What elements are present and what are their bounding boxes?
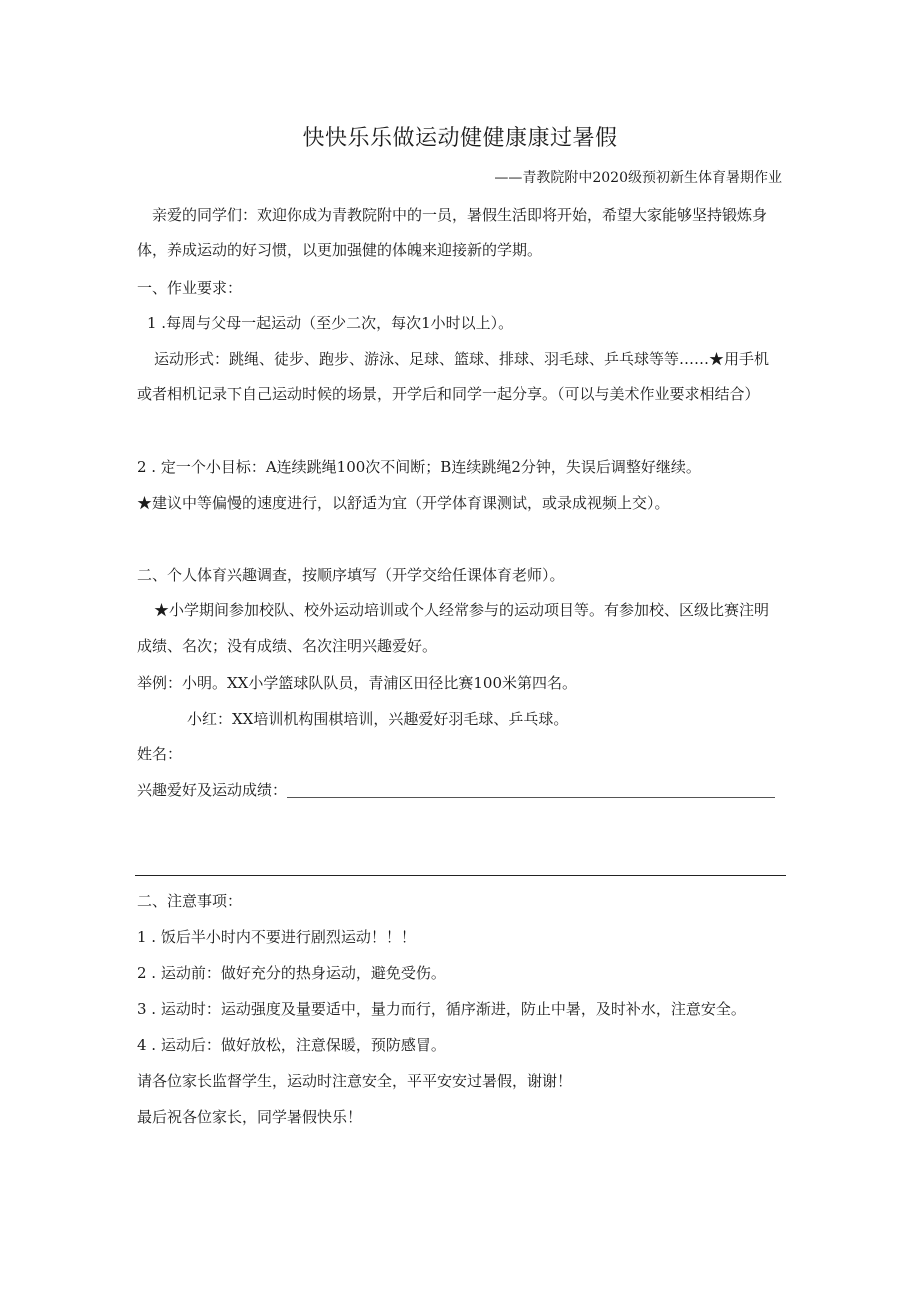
intro-line-2: 体，养成运动的好习惯，以更加强健的体魄来迎接新的学期。 — [137, 241, 543, 259]
name-label: 姓名： — [137, 745, 183, 763]
notice-item-4: 4 . 运动后：做好放松，注意保暖，预防感冒。 — [137, 1036, 446, 1054]
hobby-label: 兴趣爱好及运动成绩： — [137, 781, 288, 799]
intro-line-1: 亲爱的同学们：欢迎你成为青教院附中的一员，暑假生活即将开始，希望大家能够坚持锻炼身 — [152, 206, 768, 224]
hobby-field-row — [137, 780, 775, 800]
exercise-forms-line-1: 运动形式：跳绳、徒步、跑步、游泳、足球、篮球、排球、羽毛球、乒乓球等等……★用手机 — [154, 350, 770, 368]
survey-note-line-1: ★小学期间参加校队、校外运动培训或个人经常参与的运动项目等。有参加校、区级比赛注明 — [154, 601, 770, 619]
notice-item-3: 3 . 运动时：运动强度及量要适中，量力而行，循序渐进，防止中暑，及时补水，注意安全。 — [137, 1000, 746, 1018]
closing-line-1: 请各位家长监督学生，运动时注意安全，平平安安过暑假，谢谢！ — [137, 1072, 573, 1090]
example-xiaohong: 小红：XX培训机构围棋培训，兴趣爱好羽毛球、乒乓球。 — [187, 710, 569, 728]
section2-heading: 二、个人体育兴趣调查，按顺序填写（开学交给任课体育老师）。 — [137, 566, 565, 584]
closing-line-2: 最后祝各位家长，同学暑假快乐！ — [137, 1108, 363, 1126]
exercise-forms-line-2: 或者相机记录下自己运动时候的场景，开学后和同学一起分享。（可以与美术作业要求相结合） — [137, 385, 760, 403]
notice-item-1: 1 . 饭后半小时内不要进行剧烈运动！！！ — [137, 928, 416, 946]
notice-item-2: 2 . 运动前：做好充分的热身运动，避免受伤。 — [137, 964, 446, 982]
divider-line — [135, 875, 786, 876]
section3-heading: 二、注意事项： — [137, 892, 243, 910]
hobby-blank-line — [287, 783, 775, 798]
requirement-item-2: 2 . 定一个小目标：A连续跳绳100次不间断；B连续跳绳2分钟，失误后调整好继续。 — [137, 458, 701, 476]
section1-heading: 一、作业要求： — [137, 279, 243, 297]
document-subtitle: ——青教院附中2020级预初新生体育暑期作业 — [494, 170, 782, 186]
requirement-item-1: 1 .每周与父母一起运动（至少二次，每次1小时以上）。 — [147, 314, 514, 332]
speed-suggestion: ★建议中等偏慢的速度进行，以舒适为宜（开学体育课测试，或录成视频上交）。 — [137, 494, 670, 512]
example-xiaoming: 举例：小明。XX小学篮球队队员，青浦区田径比赛100米第四名。 — [137, 674, 577, 692]
document-title: 快快乐乐做运动健健康康过暑假 — [302, 126, 618, 151]
survey-note-line-2: 成绩、名次；没有成绩、名次注明兴趣爱好。 — [137, 637, 438, 655]
